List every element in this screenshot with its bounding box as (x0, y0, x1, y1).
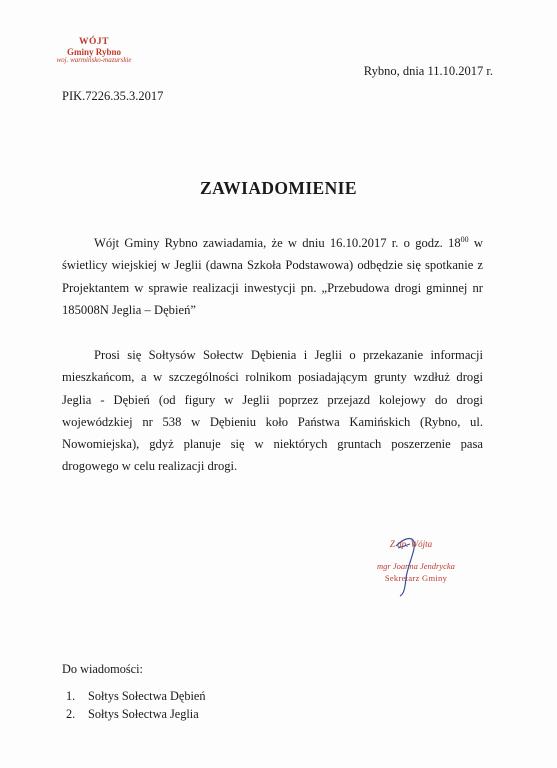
time-superscript: 00 (460, 235, 469, 244)
place-date: Rybno, dnia 11.10.2017 r. (363, 64, 493, 78)
paragraph-1-rest: w świetlicy wiejskiej w Jeglii (dawna Szkoła Podstawowa) odbędzie się spotkanie z Projektantem w sprawie realizacji inwestycji pn. „Przebudowa drogi gminnej nr 185008N Jeglia – Dębień” (62, 236, 483, 317)
distribution-heading: Do wiadomości: (62, 662, 143, 676)
list-item-number: 1. (66, 689, 76, 703)
stamp-line-3: woj. warmińsko-mazurskie (56, 56, 132, 65)
list-item-text: Sołtys Sołectwa Jeglia (88, 707, 199, 721)
signature-stamp (326, 534, 496, 598)
document-title: ZAWIADOMIENIE (200, 178, 357, 198)
stamp-line-2: Gminy Rybno (67, 46, 121, 57)
signature-line-1: Z up. Wójta (389, 539, 433, 549)
paragraph-2 (62, 344, 483, 478)
list-item-text: Sołtys Sołectwa Dębień (88, 689, 206, 703)
list-item-number: 2. (66, 707, 76, 721)
stamp-line-1: WÓJT (79, 37, 109, 47)
reference-number: PIK.7226.35.3.2017 (62, 89, 164, 103)
signature-line-2: mgr Joanna Jendrycka (377, 561, 455, 571)
paragraph-1-start: Wójt Gminy Rybno zawiadamia, że w dniu 16.10.2017 r. o godz. 18 (94, 236, 461, 250)
list-item (62, 687, 206, 705)
distribution-list (62, 662, 206, 723)
paragraph-1 (62, 232, 483, 321)
handwritten-signature (326, 534, 496, 598)
office-stamp (34, 38, 154, 65)
list-item (62, 705, 206, 723)
paragraph-2-text: Prosi się Sołtysów Sołectw Dębienia i Jeglii o przekazanie informacji mieszkańcom, a w szczególności rolnikom posiadającym grunty wzdłuż drogi Jeglia - Dębień (od figury w Jeglii poprzez przejazd kolejowy do drogi wojewódzkiej nr 538 w Dębieniu koło Państwa Kamińskich (Rybno, ul. Nowomiejska), gdyż planuje się w niektórych gruntach poszerzenie pasa drogowego w celu realizacji drogi. (62, 348, 483, 474)
signature-line-3: Sekretarz Gminy (384, 573, 448, 583)
